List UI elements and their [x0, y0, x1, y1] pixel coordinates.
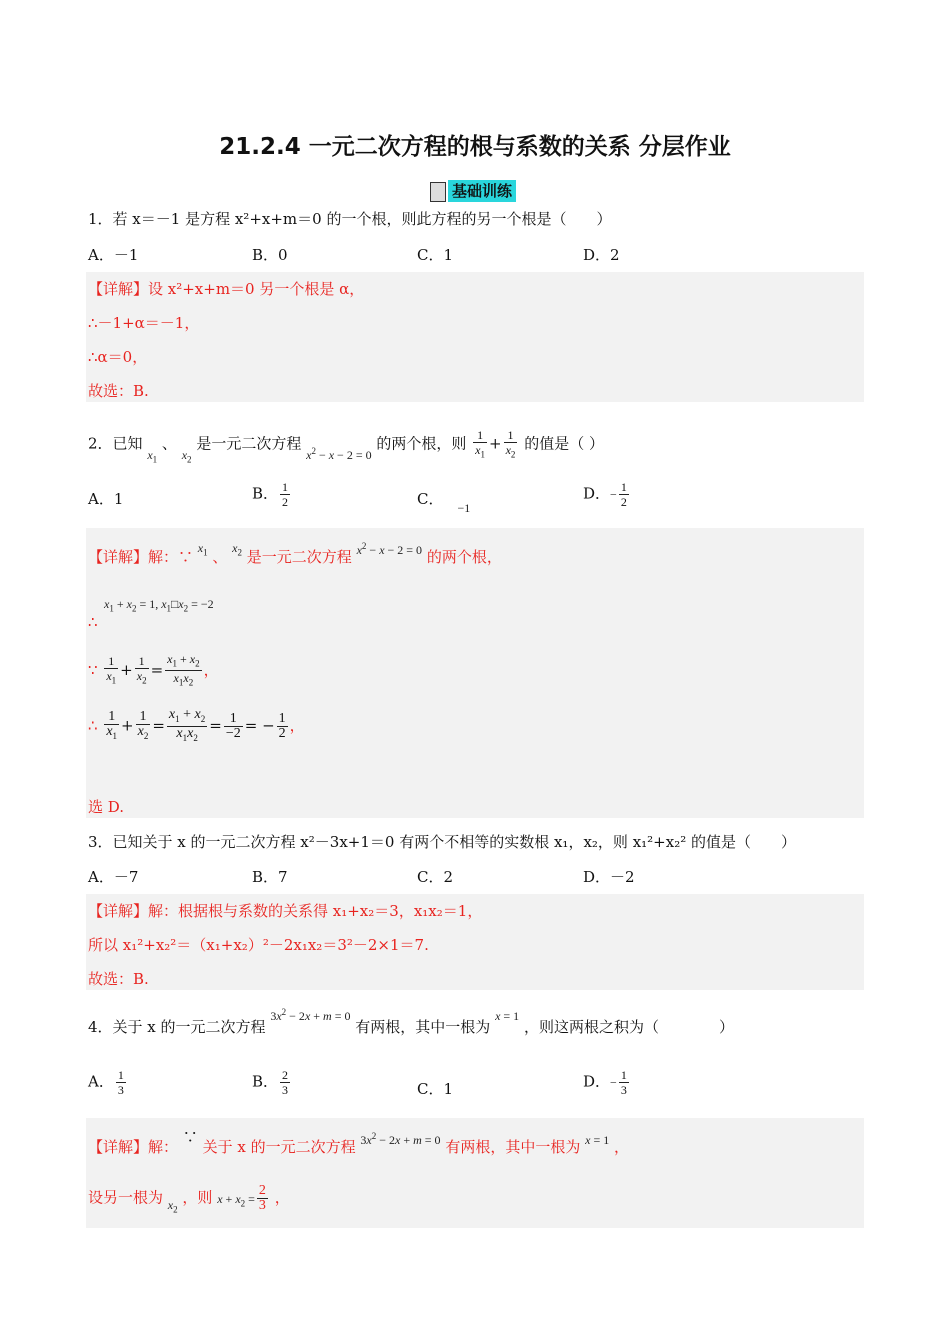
q2-option-b: B． $\frac{1}{2}$: [252, 480, 289, 509]
q1-option-c: C．1: [417, 246, 454, 264]
q4-option-d: D．− $\frac{1}{3}$: [583, 1068, 627, 1097]
q3-sol-line2: 所以 x₁²+x₂²＝（x₁+x₂）²－2x₁x₂＝3²－2×1＝7.: [88, 936, 429, 954]
q2-sol-line2: $x_1 + x_2 = 1$, $x_1□x_2 = -2$ ∴: [88, 597, 214, 632]
q3-option-b: B．7: [252, 868, 288, 886]
q2-sol-end: 选 D.: [88, 798, 125, 816]
q3-sol-line3: 故选：B.: [88, 970, 149, 988]
section-header: [430, 180, 516, 202]
q4-option-a: A． $\frac{1}{3}$: [88, 1068, 124, 1097]
q2-option-a: A．1: [88, 490, 124, 508]
q2-sol-line4: ∴ $\frac{1}{x_1}$ + $\frac{1}{x_2}$ = $\frac{x_1 + x_2}{x_1x_2}$ = $\frac{1}{-2}$ = − $\frac{1}{2}$ ，: [88, 707, 305, 743]
q1-option-b: B．0: [252, 246, 288, 264]
page-title: 21.2.4 一元二次方程的根与系数的关系 分层作业: [219, 134, 731, 160]
section-label: 基础训练: [448, 180, 516, 202]
q3-solution-panel: [86, 894, 864, 990]
q1-sol-line3: ∴α＝0，: [88, 348, 148, 366]
q3-option-a: A．－7: [88, 868, 139, 886]
q2-stem-d: 的值是（ ）: [524, 434, 604, 453]
q1-option-d: D．2: [583, 246, 620, 264]
q1-solution-panel: [86, 272, 864, 402]
q4-stem: 4．关于 x 的一元二次方程 $^{3x^2 - 2x + m = 0}$ 有两根，其中一根为 $^{x = 1}$ ，则这两根之积为（ ）: [88, 1007, 734, 1036]
q1-sol-line2: ∴－1+α＝－1，: [88, 314, 200, 332]
q4-option-c: C．1: [417, 1080, 454, 1098]
q3-stem: 3．已知关于 x 的一元二次方程 x²－3x+1＝0 有两个不相等的实数根 x₁，x₂，则 x₁²+x₂² 的值是（ ）: [88, 833, 796, 851]
q2-sol-line3: ∵ $\frac{1}{x_1}$ + $\frac{1}{x_2}$ = $\frac{x_1 + x_2}{x_1x_2}$ ，: [88, 652, 219, 688]
q1-sol-line1: 【详解】设 x²+x+m＝0 另一个根是 α，: [88, 280, 365, 298]
q3-option-c: C．2: [417, 868, 454, 886]
checkbox-icon: [430, 182, 446, 202]
q2-stem: 2．已知 $_{x_1}$ 、 $_{x_2}$ 是一元二次方程 $_{x^2 - x - 2 = 0}$ 的两个根，则 $\frac{1}{x_1}$ + $\frac{1}{x_2}$ 的值是（ ）: [88, 428, 604, 465]
q4-sol-line2: 设另一根为 $_{x_2}$ ，则 $x + x_2$ = $\frac{2}{3}$ ，: [88, 1183, 290, 1214]
q2-stem-b: 是一元二次方程: [196, 434, 302, 453]
q4-sol-line1: 【详解】解： ∵ 关于 x 的一元二次方程 $^{3x^2 - 2x + m = 0}$ 有两根，其中一根为 $^{x = 1}$ ，: [88, 1128, 630, 1156]
q1-stem: 1．若 x＝－1 是方程 x²+x+m＝0 的一个根，则此方程的另一个根是（ ）: [88, 210, 612, 228]
q2-option-d: D．− $\frac{1}{2}$: [583, 480, 627, 509]
q1-sol-line4: 故选：B.: [88, 382, 149, 400]
q2-stem-a: 2．已知: [88, 434, 143, 453]
q4-option-b: B． $\frac{2}{3}$: [252, 1068, 289, 1097]
q2-sol-line1: 【详解】解：∵ $^{x_1}$ 、 $^{x_2}$ 是一元二次方程 $^{x^2 - x - 2 = 0}$ 的两个根，: [88, 541, 502, 566]
q1-option-a: A．－1: [88, 246, 139, 264]
q3-option-d: D．－2: [583, 868, 635, 886]
q2-solution-panel: [86, 528, 864, 818]
q3-sol-line1: 【详解】解：根据根与系数的关系得 x₁+x₂＝3，x₁x₂＝1，: [88, 902, 483, 920]
q2-stem-c: 的两个根，则: [376, 434, 467, 453]
q2-option-c: C． $_{-1}$: [417, 490, 471, 515]
q4-solution-panel: [86, 1118, 864, 1228]
